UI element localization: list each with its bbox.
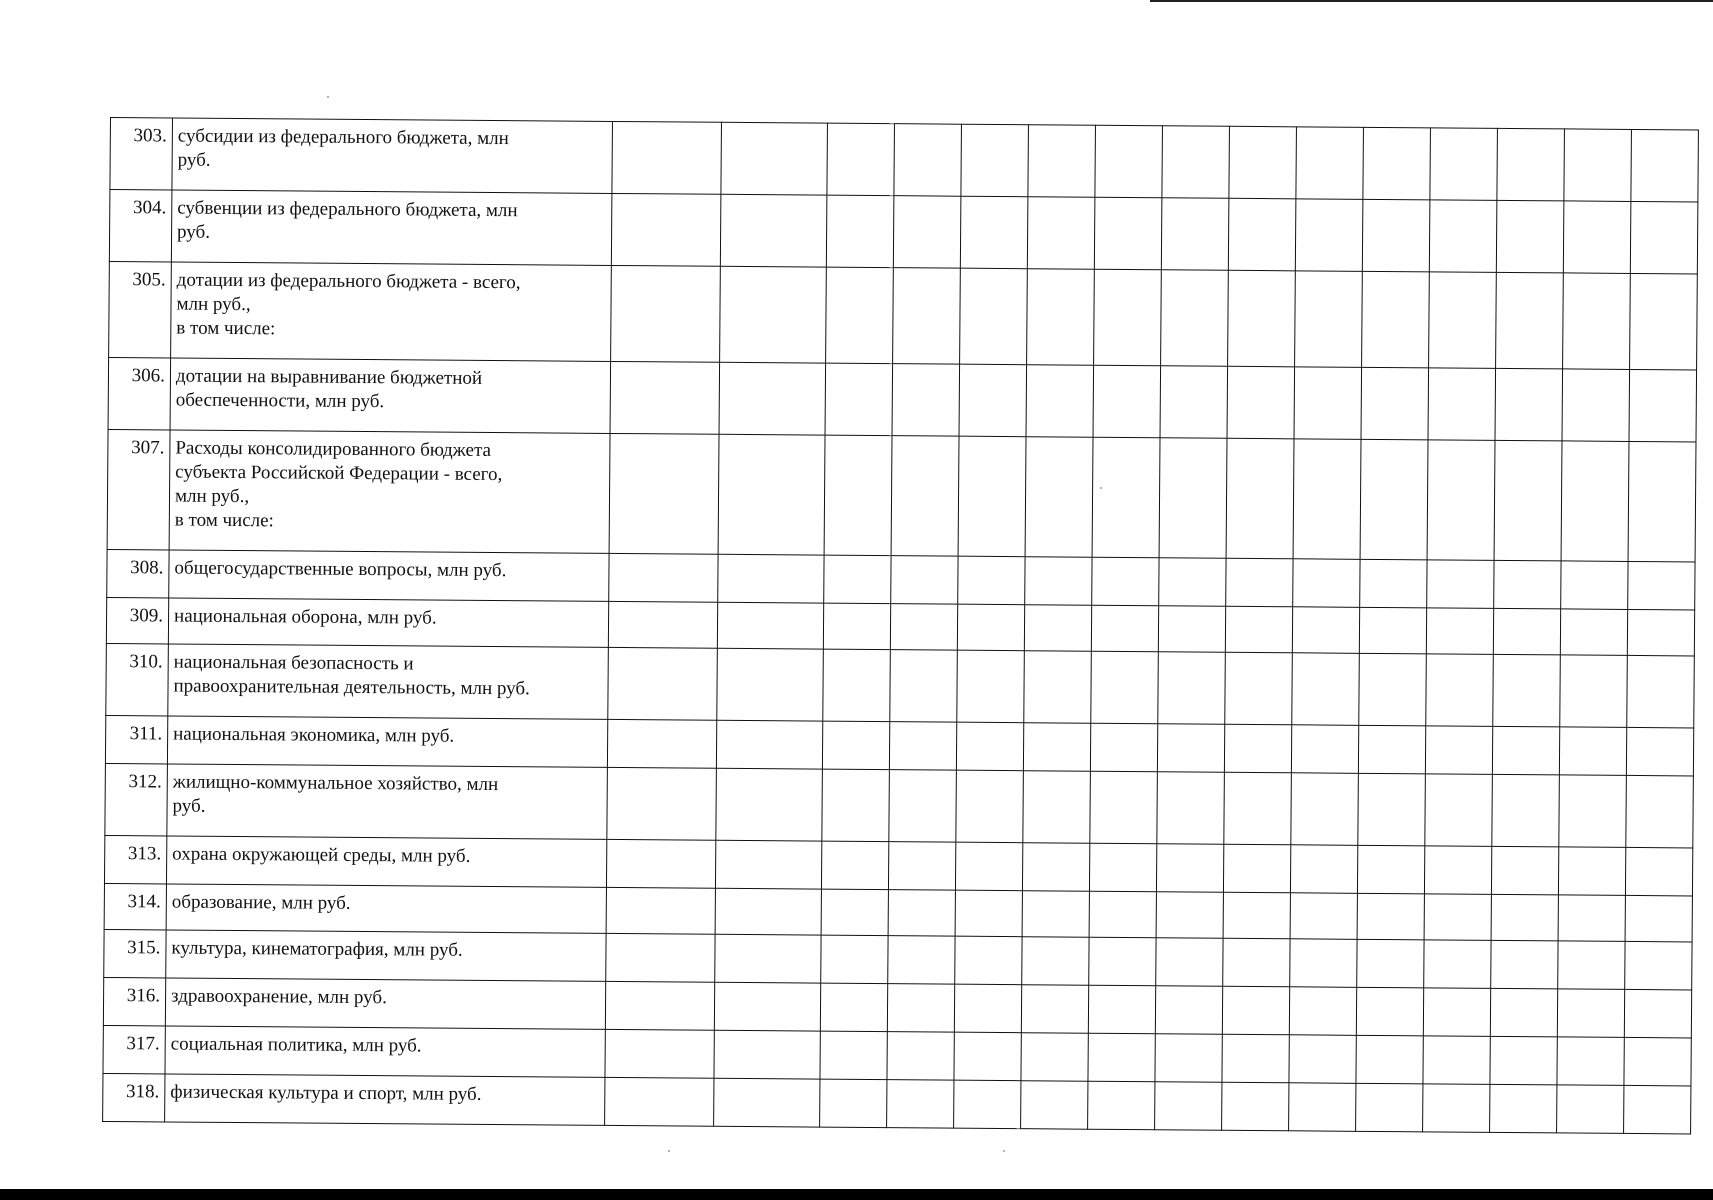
scan-bottom-band bbox=[0, 1189, 1713, 1200]
empty-value-cell bbox=[820, 983, 887, 1032]
empty-value-cell bbox=[1289, 987, 1356, 1036]
empty-value-cell bbox=[1090, 771, 1158, 844]
empty-value-cell bbox=[1024, 605, 1091, 652]
empty-value-cell bbox=[1159, 438, 1227, 559]
row-number: 308. bbox=[107, 549, 169, 597]
empty-value-cell bbox=[1090, 723, 1157, 772]
empty-value-cell bbox=[1492, 774, 1560, 847]
empty-value-cell bbox=[955, 936, 1022, 985]
row-number: 313. bbox=[104, 835, 166, 883]
empty-value-cell bbox=[821, 935, 888, 984]
row-label: национальная экономика, млн руб. bbox=[167, 716, 607, 767]
empty-value-cell bbox=[1161, 270, 1229, 367]
empty-value-cell bbox=[1088, 1033, 1155, 1082]
scan-speck bbox=[1003, 1150, 1005, 1152]
row-label: Расходы консолидированного бюджета субъекта Российской Федерации - всего, млн руб., в том числе: bbox=[169, 430, 610, 553]
empty-value-cell bbox=[717, 602, 823, 649]
empty-value-cell bbox=[821, 841, 888, 890]
empty-value-cell bbox=[1491, 940, 1558, 989]
empty-value-cell bbox=[715, 934, 821, 983]
empty-value-cell bbox=[1496, 200, 1564, 273]
empty-value-cell bbox=[1091, 651, 1159, 724]
empty-value-cell bbox=[1425, 726, 1492, 775]
empty-value-cell bbox=[1624, 1037, 1691, 1086]
empty-value-cell bbox=[1430, 128, 1498, 201]
empty-value-cell bbox=[1559, 727, 1626, 776]
empty-value-cell bbox=[1022, 891, 1089, 938]
empty-value-cell bbox=[957, 604, 1024, 651]
empty-value-cell bbox=[891, 436, 959, 557]
scan-edge-line bbox=[1150, 0, 1713, 2]
empty-value-cell bbox=[888, 936, 955, 985]
empty-value-cell bbox=[1093, 365, 1161, 438]
empty-value-cell bbox=[1557, 1037, 1624, 1086]
empty-value-cell bbox=[1362, 199, 1430, 272]
empty-value-cell bbox=[1159, 558, 1226, 607]
empty-value-cell bbox=[821, 889, 888, 936]
empty-value-cell bbox=[716, 768, 823, 841]
empty-value-cell bbox=[1429, 272, 1497, 369]
empty-value-cell bbox=[1022, 843, 1089, 892]
empty-value-cell bbox=[1628, 441, 1696, 562]
table-row bbox=[105, 763, 1694, 847]
empty-value-cell bbox=[716, 720, 822, 769]
empty-value-cell bbox=[1027, 197, 1095, 270]
empty-value-cell bbox=[1423, 988, 1490, 1037]
empty-value-cell bbox=[890, 650, 958, 723]
empty-value-cell bbox=[1224, 772, 1292, 845]
row-number: 309. bbox=[106, 597, 168, 643]
empty-value-cell bbox=[956, 722, 1023, 771]
empty-value-cell bbox=[719, 362, 826, 435]
empty-value-cell bbox=[1627, 609, 1694, 656]
empty-value-cell bbox=[1357, 893, 1424, 940]
row-label: дотации на выравнивание бюджетной обеспеченности, млн руб. bbox=[170, 358, 611, 433]
empty-value-cell bbox=[1491, 846, 1558, 895]
row-label: физическая культура и спорт, млн руб. bbox=[165, 1074, 605, 1125]
empty-value-cell bbox=[822, 721, 889, 770]
empty-value-cell bbox=[1558, 941, 1625, 990]
empty-value-cell bbox=[1625, 895, 1692, 942]
empty-value-cell bbox=[826, 195, 894, 268]
empty-value-cell bbox=[1557, 989, 1624, 1038]
empty-value-cell bbox=[1226, 558, 1293, 607]
empty-value-cell bbox=[1563, 201, 1631, 274]
empty-value-cell bbox=[607, 719, 716, 768]
empty-value-cell bbox=[1428, 368, 1496, 441]
empty-value-cell bbox=[954, 1080, 1021, 1129]
row-label: субвенции из федерального бюджета, млн руб. bbox=[171, 190, 612, 265]
empty-value-cell bbox=[1222, 986, 1289, 1035]
row-number: 306. bbox=[108, 357, 171, 429]
scan-speck bbox=[327, 96, 329, 98]
empty-value-cell bbox=[1293, 559, 1360, 608]
row-label: дотации из федерального бюджета - всего, млн руб., в том числе: bbox=[171, 262, 612, 361]
empty-value-cell bbox=[608, 647, 718, 720]
empty-value-cell bbox=[1023, 771, 1091, 844]
empty-value-cell bbox=[887, 1080, 954, 1129]
empty-value-cell bbox=[1021, 985, 1088, 1034]
empty-value-cell bbox=[1629, 369, 1697, 442]
empty-value-cell bbox=[823, 649, 891, 722]
empty-value-cell bbox=[820, 1079, 887, 1128]
empty-value-cell bbox=[1091, 605, 1158, 652]
empty-value-cell bbox=[1492, 726, 1559, 775]
empty-value-cell bbox=[960, 196, 1028, 269]
row-label: общегосударственные вопросы, млн руб. bbox=[169, 550, 609, 601]
empty-value-cell bbox=[826, 267, 894, 364]
empty-value-cell bbox=[1291, 725, 1358, 774]
empty-value-cell bbox=[1560, 609, 1627, 656]
empty-value-cell bbox=[1094, 269, 1162, 366]
row-label: субсидии из федерального бюджета, млн руб. bbox=[172, 118, 613, 193]
empty-value-cell bbox=[1363, 127, 1431, 200]
empty-value-cell bbox=[1558, 847, 1625, 896]
empty-value-cell bbox=[1155, 986, 1222, 1035]
empty-value-cell bbox=[887, 984, 954, 1033]
empty-value-cell bbox=[1092, 557, 1159, 606]
empty-value-cell bbox=[888, 890, 955, 937]
empty-value-cell bbox=[1631, 129, 1699, 202]
empty-value-cell bbox=[1356, 1035, 1423, 1084]
empty-value-cell bbox=[610, 361, 720, 434]
empty-value-cell bbox=[1424, 846, 1491, 895]
empty-value-cell bbox=[1558, 895, 1625, 942]
empty-value-cell bbox=[1360, 559, 1427, 608]
empty-value-cell bbox=[1229, 126, 1297, 199]
empty-value-cell bbox=[1491, 894, 1558, 941]
empty-value-cell bbox=[1290, 893, 1357, 940]
scan-speck bbox=[668, 1150, 670, 1152]
indicator-table-body bbox=[103, 118, 1699, 1134]
empty-value-cell bbox=[824, 435, 892, 556]
empty-value-cell bbox=[1088, 985, 1155, 1034]
empty-value-cell bbox=[1361, 367, 1429, 440]
empty-value-cell bbox=[1628, 561, 1695, 610]
empty-value-cell bbox=[1296, 127, 1364, 200]
empty-value-cell bbox=[1156, 938, 1223, 987]
empty-value-cell bbox=[1626, 727, 1693, 776]
empty-value-cell bbox=[824, 555, 891, 604]
empty-value-cell bbox=[611, 193, 721, 266]
empty-value-cell bbox=[827, 123, 895, 196]
empty-value-cell bbox=[1290, 845, 1357, 894]
empty-value-cell bbox=[1425, 774, 1493, 847]
empty-value-cell bbox=[1023, 723, 1090, 772]
empty-value-cell bbox=[1094, 197, 1162, 270]
empty-value-cell bbox=[1295, 271, 1363, 368]
empty-value-cell bbox=[1490, 1084, 1557, 1133]
empty-value-cell bbox=[1563, 273, 1631, 370]
empty-value-cell bbox=[714, 1078, 820, 1127]
empty-value-cell bbox=[1630, 201, 1698, 274]
empty-value-cell bbox=[1228, 270, 1296, 367]
row-label: социальная политика, млн руб. bbox=[165, 1026, 605, 1077]
empty-value-cell bbox=[1089, 843, 1156, 892]
empty-value-cell bbox=[1155, 1034, 1222, 1083]
row-number: 303. bbox=[110, 118, 173, 190]
empty-value-cell bbox=[1225, 652, 1293, 725]
empty-value-cell bbox=[1358, 773, 1426, 846]
empty-value-cell bbox=[1228, 198, 1296, 271]
empty-value-cell bbox=[1427, 440, 1495, 561]
row-number: 305. bbox=[109, 261, 172, 357]
empty-value-cell bbox=[1357, 939, 1424, 988]
empty-value-cell bbox=[955, 890, 1022, 937]
empty-value-cell bbox=[609, 553, 718, 602]
empty-value-cell bbox=[1022, 937, 1089, 986]
empty-value-cell bbox=[1564, 129, 1632, 202]
empty-value-cell bbox=[1490, 988, 1557, 1037]
empty-value-cell bbox=[1557, 1085, 1624, 1134]
row-label: охрана окружающей среды, млн руб. bbox=[166, 836, 606, 887]
empty-value-cell bbox=[721, 122, 828, 195]
empty-value-cell bbox=[889, 770, 957, 843]
empty-value-cell bbox=[889, 722, 956, 771]
empty-value-cell bbox=[1560, 655, 1628, 728]
empty-value-cell bbox=[1424, 894, 1491, 941]
empty-value-cell bbox=[1426, 654, 1494, 727]
empty-value-cell bbox=[890, 604, 957, 651]
empty-value-cell bbox=[1295, 199, 1363, 272]
empty-value-cell bbox=[1089, 937, 1156, 986]
empty-value-cell bbox=[1625, 941, 1692, 990]
empty-value-cell bbox=[612, 121, 722, 194]
empty-value-cell bbox=[714, 982, 820, 1031]
empty-value-cell bbox=[1160, 366, 1228, 439]
empty-value-cell bbox=[1156, 892, 1223, 939]
table-row bbox=[108, 357, 1697, 441]
table-row bbox=[106, 643, 1695, 727]
empty-value-cell bbox=[820, 1031, 887, 1080]
empty-value-cell bbox=[1294, 367, 1362, 440]
empty-value-cell bbox=[1627, 655, 1695, 728]
empty-value-cell bbox=[1624, 1085, 1691, 1134]
empty-value-cell bbox=[822, 769, 890, 842]
empty-value-cell bbox=[1095, 125, 1163, 198]
empty-value-cell bbox=[1155, 1082, 1222, 1131]
empty-value-cell bbox=[955, 842, 1022, 891]
empty-value-cell bbox=[1493, 608, 1560, 655]
empty-value-cell bbox=[606, 933, 715, 982]
table-row bbox=[107, 429, 1696, 561]
empty-value-cell bbox=[1359, 653, 1427, 726]
empty-value-cell bbox=[1027, 269, 1095, 366]
empty-value-cell bbox=[825, 363, 893, 436]
row-label: национальная оборона, млн руб. bbox=[168, 598, 608, 647]
empty-value-cell bbox=[958, 556, 1025, 605]
row-label: культура, кинематография, млн руб. bbox=[166, 930, 606, 981]
empty-value-cell bbox=[1356, 1083, 1423, 1132]
empty-value-cell bbox=[605, 981, 714, 1030]
empty-value-cell bbox=[1289, 1083, 1356, 1132]
empty-value-cell bbox=[1359, 607, 1426, 654]
indicator-table bbox=[102, 117, 1699, 1134]
empty-value-cell bbox=[1289, 1035, 1356, 1084]
empty-value-cell bbox=[1290, 939, 1357, 988]
empty-value-cell bbox=[1424, 940, 1491, 989]
empty-value-cell bbox=[1362, 271, 1430, 368]
empty-value-cell bbox=[606, 887, 715, 934]
empty-value-cell bbox=[959, 364, 1027, 437]
empty-value-cell bbox=[1088, 1081, 1155, 1130]
empty-value-cell bbox=[1494, 560, 1561, 609]
empty-value-cell bbox=[954, 984, 1021, 1033]
indicator-table-wrapper bbox=[102, 117, 1699, 1134]
empty-value-cell bbox=[1021, 1081, 1088, 1130]
empty-value-cell bbox=[1025, 557, 1092, 606]
empty-value-cell bbox=[1496, 272, 1564, 369]
empty-value-cell bbox=[1158, 606, 1225, 653]
empty-value-cell bbox=[607, 767, 717, 840]
empty-value-cell bbox=[715, 888, 821, 935]
empty-value-cell bbox=[1028, 125, 1096, 198]
row-number: 316. bbox=[103, 977, 165, 1025]
empty-value-cell bbox=[1490, 1036, 1557, 1085]
row-number: 312. bbox=[105, 763, 168, 835]
table-row bbox=[110, 118, 1699, 202]
empty-value-cell bbox=[1223, 938, 1290, 987]
empty-value-cell bbox=[1161, 198, 1229, 271]
empty-value-cell bbox=[1494, 440, 1562, 561]
empty-value-cell bbox=[1157, 724, 1224, 773]
row-number: 310. bbox=[106, 643, 169, 715]
empty-value-cell bbox=[954, 1032, 1021, 1081]
empty-value-cell bbox=[893, 268, 961, 365]
empty-value-cell bbox=[1625, 847, 1692, 896]
empty-value-cell bbox=[1227, 366, 1295, 439]
empty-value-cell bbox=[1158, 652, 1226, 725]
empty-value-cell bbox=[1357, 845, 1424, 894]
empty-value-cell bbox=[1495, 368, 1563, 441]
empty-value-cell bbox=[1021, 1033, 1088, 1082]
empty-value-cell bbox=[960, 268, 1028, 365]
empty-value-cell bbox=[1423, 1084, 1490, 1133]
empty-value-cell bbox=[1624, 989, 1691, 1038]
empty-value-cell bbox=[1292, 653, 1360, 726]
empty-value-cell bbox=[894, 124, 962, 197]
empty-value-cell bbox=[1024, 651, 1092, 724]
empty-value-cell bbox=[1291, 773, 1359, 846]
row-number: 318. bbox=[103, 1073, 165, 1121]
empty-value-cell bbox=[1562, 369, 1630, 442]
empty-value-cell bbox=[1493, 654, 1561, 727]
row-number: 317. bbox=[103, 1025, 165, 1073]
empty-value-cell bbox=[611, 265, 721, 362]
empty-value-cell bbox=[1358, 725, 1425, 774]
empty-value-cell bbox=[1089, 891, 1156, 938]
empty-value-cell bbox=[1626, 775, 1694, 848]
empty-value-cell bbox=[1356, 987, 1423, 1036]
row-number: 311. bbox=[105, 715, 167, 763]
empty-value-cell bbox=[1025, 437, 1093, 558]
table-row bbox=[109, 261, 1698, 369]
empty-value-cell bbox=[605, 1029, 714, 1078]
row-number: 307. bbox=[107, 429, 170, 549]
empty-value-cell bbox=[1162, 126, 1230, 199]
empty-value-cell bbox=[1630, 273, 1698, 370]
empty-value-cell bbox=[1222, 1082, 1289, 1131]
empty-value-cell bbox=[606, 839, 715, 888]
empty-value-cell bbox=[718, 554, 824, 603]
empty-value-cell bbox=[717, 648, 824, 721]
empty-value-cell bbox=[720, 266, 827, 363]
empty-value-cell bbox=[720, 194, 827, 267]
empty-value-cell bbox=[956, 770, 1024, 843]
empty-value-cell bbox=[893, 196, 961, 269]
empty-value-cell bbox=[1559, 775, 1627, 848]
empty-value-cell bbox=[1225, 606, 1292, 653]
empty-value-cell bbox=[1157, 772, 1225, 845]
empty-value-cell bbox=[1222, 1034, 1289, 1083]
empty-value-cell bbox=[1426, 608, 1493, 655]
empty-value-cell bbox=[1497, 128, 1565, 201]
row-label: жилищно-коммунальное хозяйство, млн руб. bbox=[167, 764, 608, 839]
row-label: национальная безопасность и правоохранительная деятельность, млн руб. bbox=[168, 644, 609, 719]
empty-value-cell bbox=[1224, 724, 1291, 773]
empty-value-cell bbox=[887, 1032, 954, 1081]
row-number: 304. bbox=[109, 190, 172, 262]
empty-value-cell bbox=[1561, 441, 1629, 562]
empty-value-cell bbox=[608, 601, 717, 648]
table-row bbox=[109, 190, 1698, 274]
empty-value-cell bbox=[1092, 437, 1160, 558]
empty-value-cell bbox=[718, 434, 825, 555]
empty-value-cell bbox=[1423, 1036, 1490, 1085]
empty-value-cell bbox=[715, 840, 821, 889]
empty-value-cell bbox=[714, 1030, 820, 1079]
row-number: 315. bbox=[104, 929, 166, 977]
empty-value-cell bbox=[957, 650, 1025, 723]
empty-value-cell bbox=[892, 364, 960, 437]
empty-value-cell bbox=[1292, 607, 1359, 654]
empty-value-cell bbox=[1561, 561, 1628, 610]
empty-value-cell bbox=[1226, 438, 1294, 559]
empty-value-cell bbox=[888, 842, 955, 891]
empty-value-cell bbox=[605, 1077, 714, 1126]
empty-value-cell bbox=[961, 124, 1029, 197]
empty-value-cell bbox=[891, 556, 958, 605]
empty-value-cell bbox=[1026, 365, 1094, 438]
empty-value-cell bbox=[609, 433, 719, 554]
row-label: здравоохранение, млн руб. bbox=[165, 978, 605, 1029]
empty-value-cell bbox=[823, 603, 890, 650]
empty-value-cell bbox=[1223, 892, 1290, 939]
row-number: 314. bbox=[104, 883, 166, 929]
empty-value-cell bbox=[1293, 439, 1361, 560]
row-label: образование, млн руб. bbox=[166, 884, 606, 933]
empty-value-cell bbox=[1156, 844, 1223, 893]
empty-value-cell bbox=[1223, 844, 1290, 893]
empty-value-cell bbox=[958, 436, 1026, 557]
empty-value-cell bbox=[1427, 560, 1494, 609]
empty-value-cell bbox=[1429, 200, 1497, 273]
empty-value-cell bbox=[1360, 439, 1428, 560]
